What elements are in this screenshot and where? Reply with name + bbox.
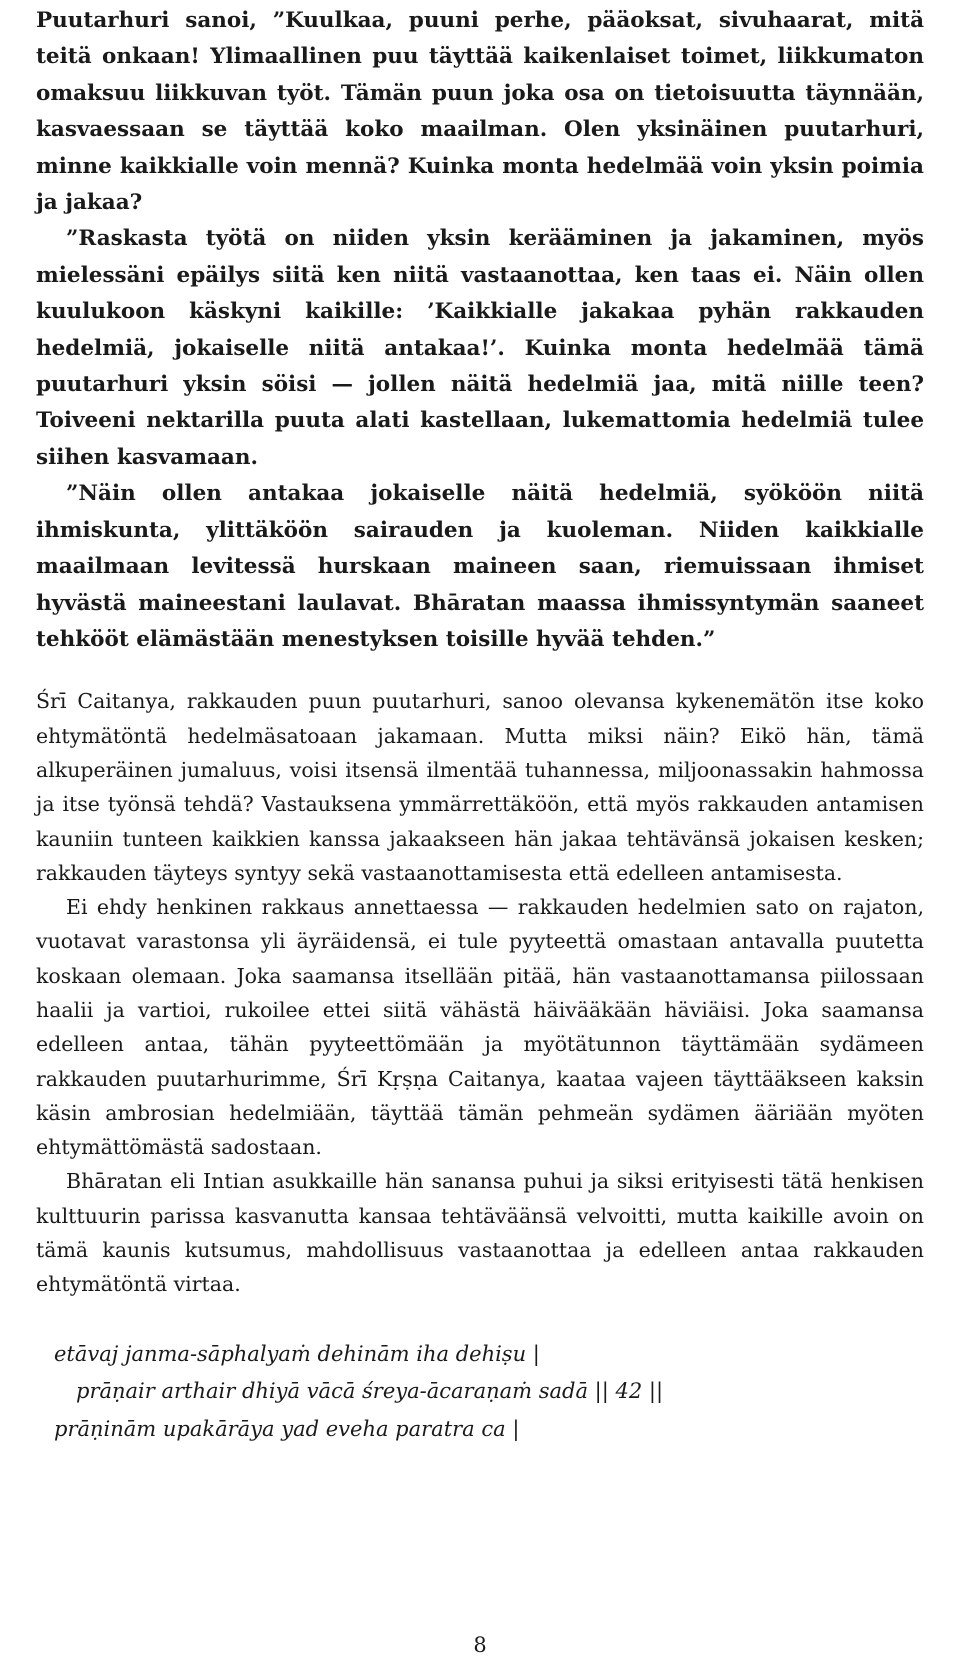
page-number: 8 [473,1633,487,1657]
page-content [36,0,924,1448]
bold-paragraph-2: ”Raskasta työtä on niiden yksin kerääminen ja jakaminen, myös mielessäni epäilys siitä ken niitä vastaanottaa, ken taas ei. Näin ollen kuulukoon käskyni kaikille: ’Kaikkialle jakakaa pyhän rakkauden hedelmiä, jokaiselle niitä antakaa!’. Kuinka monta hedelmää tämä puutarhuri yksin söisi — jollen näitä hedelmiä jaa, mitä niille teen? Toiveeni nektarilla puuta alati kastellaan, lukemattomia hedelmiä tulee siihen kasvamaan. [36,226,924,470]
verse-line-2: prāṇair arthair dhiyā vācā śreya-ācaraṇaṁ sadā || 42 || [76,1379,664,1404]
verse-line-3: prāṇinām upakārāya yad eveha paratra ca | [54,1416,520,1441]
bold-paragraph-1: Puutarhuri sanoi, ”Kuulkaa, puuni perhe, pääoksat, sivuhaarat, mitä teitä onkaan! Ylimaallinen puu täyttää kaikenlaiset toimet, liikkumaton omaksuu liikkuvan työt. Tämän puun joka osa on tietoisuutta täynnään, kasvaessaan se täyttää koko maailman. Olen yksinäinen puutarhuri, minne kaikkialle voin mennä? Kuinka monta hedelmää voin yksin poimia ja jakaa? [36,8,924,216]
bold-paragraph-3: ”Näin ollen antakaa jokaiselle näitä hedelmiä, syököön niitä ihmiskunta, ylittäköön sairauden ja kuoleman. Niiden kaikkialle maailmaan levitessä hurskaan maineen saan, riemuissaan ihmiset hyvästä maineestani laulavat. Bhāratan maassa ihmissyntymän saaneet tehkööt elämästään menestyksen toisille hyvää tehden.” [36,481,924,652]
bold-text-block [36,0,924,658]
verse-line-1: etāvaj janma-sāphalyaṁ dehinām iha dehiṣu | [54,1341,540,1366]
commentary-paragraph-1: Śrī Caitanya, rakkauden puun puutarhuri, sanoo olevansa kykenemätön itse koko ehtymätöntä hedelmäsatoaan jakamaan. Mutta miksi näin? Eikö hän, tämä alkuperäinen jumaluus, voisi itsensä ilmentää tuhannessa, miljoonassakin hahmossa ja itse työnsä tehdä? Vastauksena ymmärrettäköön, että myös rakkauden antamisen kauniin tunteen kaikkien kanssa jakaakseen hän jakaa tehtävänsä jokaisen kesken; rakkauden täyteys syntyy sekä vastaanottamisesta että edelleen antamisesta. [36,689,924,885]
commentary-block [36,684,924,1301]
sanskrit-verse [54,1336,924,1449]
commentary-paragraph-3: Bhāratan eli Intian asukkaille hän sanansa puhui ja siksi erityisesti tätä henkisen kulttuurin parissa kasvanutta kansaa tehtäväänsä velvoitti, mutta kaikille avoin on tämä kaunis kutsumus, mahdollisuus vastaanottaa ja edelleen antaa rakkauden ehtymätöntä virtaa. [36,1169,924,1297]
commentary-paragraph-2: Ei ehdy henkinen rakkaus annettaessa — rakkauden hedelmien sato on rajaton, vuotavat varastonsa yli äyräidensä, ei tule pyyteettä omastaan antavalla puutetta koskaan olemaan. Joka saamansa itsellään pitää, hän vastaanottamansa piilossaan haalii ja vartioi, rukoilee ettei siitä vähästä häivääkään häviäisi. Joka saamansa edelleen antaa, tähän pyyteettömään ja myötätunnon täyttämään sydämeen rakkauden puutarhurimme, Śrī Kṛṣṇa Caitanya, kaataa vajeen täyttääkseen kaksin käsin ambrosian hedelmiään, täyttää tämän pehmeän sydämen ääriään myöten ehtymättömästä sadostaan. [36,895,924,1160]
